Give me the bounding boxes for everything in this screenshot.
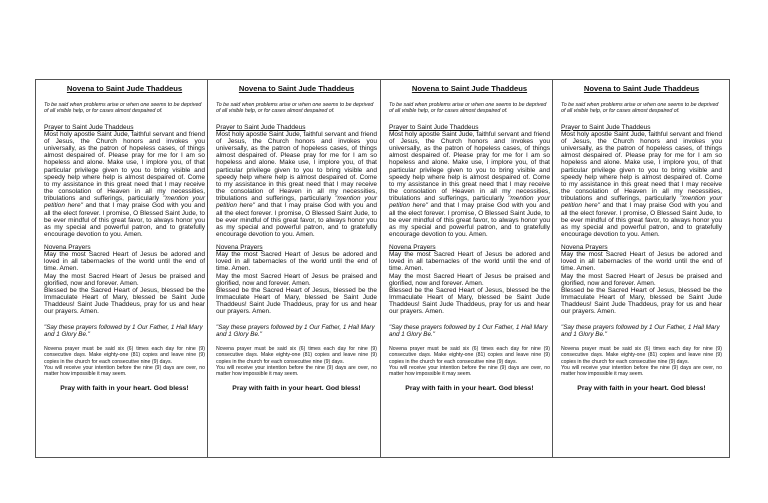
card-intro: To be said when problems arise or when one seems to be deprived of all visible help, or for cases almost despaired of. bbox=[44, 102, 202, 115]
closing-blessing: Pray with faith in your heart. God bless! bbox=[577, 385, 706, 393]
prayer-part-2: and that I may praise God with you and all the elect forever. I promise, O Blessed Saint Jude, to be ever mindful of this great favor, to always honor you as my special and powerful patron, and to gratefully encourage devotion to you. Amen. bbox=[389, 202, 550, 238]
instruction-line: Novena prayer must be said six (6) times each day for nine (9) consecutive days. Make eighty-one (81) copies and leave nine (9) copies in the church for each consecutive nine (9) days. bbox=[216, 345, 377, 365]
petition-placeholder: "mention your petition here" bbox=[561, 195, 722, 210]
instruction-line: You will receive your intention before the nine (9) days are over, no matter how impossible it may seem. bbox=[216, 364, 377, 378]
prayer-part-2: and that I may praise God with you and all the elect forever. I promise, O Blessed Saint Jude, to be ever mindful of this great favor, to always honor you as my special and powerful patron, and to gratefully encourage devotion to you. Amen. bbox=[216, 202, 377, 238]
novena-line: Blessed be the Sacred Heart of Jesus, blessed be the Immaculate Heart of Mary, blessed be Saint Jude Thaddeus! Saint Jude Thaddeus, pray for us and hear our prayers. Amen. bbox=[561, 286, 722, 316]
novena-heading: Novena Prayers bbox=[44, 244, 91, 252]
prayer-part-2: and that I may praise God with you and all the elect forever. I promise, O Blessed Saint Jude, to be ever mindful of this great favor, to always honor you as my special and powerful patron, and to gratefully encourage devotion to you. Amen. bbox=[44, 202, 205, 238]
instructions bbox=[216, 346, 377, 377]
instruction-line: You will receive your intention before the nine (9) days are over, no matter how impossible it may seem. bbox=[389, 364, 550, 378]
novena-line: May the most Sacred Heart of Jesus be praised and glorified, now and forever. Amen. bbox=[389, 272, 550, 287]
instructions bbox=[44, 346, 205, 377]
instruction-line: You will receive your intention before the nine (9) days are over, no matter how impossible it may seem. bbox=[561, 364, 722, 378]
closing-blessing: Pray with faith in your heart. God bless! bbox=[405, 385, 534, 393]
novena-text bbox=[561, 251, 722, 315]
card-intro: To be said when problems arise or when one seems to be deprived of all visible help, or for cases almost despaired of. bbox=[216, 102, 374, 115]
novena-line: May the most Sacred Heart of Jesus be adored and loved in all tabernacles of the world until the end of time. Amen. bbox=[389, 251, 550, 273]
instructions bbox=[389, 346, 550, 377]
petition-placeholder: "mention your petition here" bbox=[44, 195, 205, 210]
prayer-text bbox=[561, 131, 722, 238]
card-intro: To be said when problems arise or when one seems to be deprived of all visible help, or for cases almost despaired of. bbox=[389, 102, 547, 115]
prayer-heading: Prayer to Saint Jude Thaddeus bbox=[389, 123, 479, 131]
prayer-text bbox=[216, 131, 377, 238]
card-title: Novena to Saint Jude Thaddeus bbox=[583, 84, 700, 93]
novena-line: Blessed be the Sacred Heart of Jesus, blessed be the Immaculate Heart of Mary, blessed be Saint Jude Thaddeus! Saint Jude Thaddeus, pray for us and hear our prayers. Amen. bbox=[216, 286, 377, 316]
card-title: Novena to Saint Jude Thaddeus bbox=[66, 84, 183, 93]
prayer-part-1: Most holy apostle Saint Jude, faithful servant and friend of Jesus, the Church honors and invokes you universally, as the patron of hopeless cases, of things almost despaired of. Please pray for me for I am so hopeless and alone. Make use, I implore you, of that particular privilege given to you to bring visible and speedy help where help is almost despaired of. Come to my assistance in this great need that I may receive the consolation of Heaven in all my necessities, tribulations and sufferings, particularly bbox=[44, 130, 205, 203]
novena-text bbox=[216, 251, 377, 315]
prayer-part-1: Most holy apostle Saint Jude, faithful servant and friend of Jesus, the Church honors and invokes you universally, as the patron of hopeless cases, of things almost despaired of. Please pray for me for I am so hopeless and alone. Make use, I implore you, of that particular privilege given to you to bring visible and speedy help where help is almost despaired of. Come to my assistance in this great need that I may receive the consolation of Heaven in all my necessities, tribulations and sufferings, particularly bbox=[561, 130, 722, 203]
novena-line: May the most Sacred Heart of Jesus be praised and glorified, now and forever. Amen. bbox=[561, 272, 722, 287]
card-title: Novena to Saint Jude Thaddeus bbox=[238, 84, 355, 93]
instruction-line: You will receive your intention before the nine (9) days are over, no matter how impossible it may seem. bbox=[44, 364, 205, 378]
novena-line: Blessed be the Sacred Heart of Jesus, blessed be the Immaculate Heart of Mary, blessed be Saint Jude Thaddeus! Saint Jude Thaddeus, pray for us and hear our prayers. Amen. bbox=[389, 286, 550, 316]
instruction-line: Novena prayer must be said six (6) times each day for nine (9) consecutive days. Make eighty-one (81) copies and leave nine (9) copies in the church for each consecutive nine (9) days. bbox=[561, 345, 722, 365]
novena-line: May the most Sacred Heart of Jesus be adored and loved in all tabernacles of the world until the end of time. Amen. bbox=[216, 251, 377, 273]
closing-blessing: Pray with faith in your heart. God bless! bbox=[60, 385, 189, 393]
prayer-note: "Say these prayers followed by 1 Our Father, 1 Hail Mary and 1 Glory Be." bbox=[44, 323, 203, 338]
novena-text bbox=[44, 251, 205, 315]
card-intro: To be said when problems arise or when one seems to be deprived of all visible help, or for cases almost despaired of. bbox=[561, 102, 719, 115]
petition-placeholder: "mention your petition here" bbox=[389, 195, 550, 210]
prayer-heading: Prayer to Saint Jude Thaddeus bbox=[44, 123, 134, 131]
instruction-line: Novena prayer must be said six (6) times each day for nine (9) consecutive days. Make eighty-one (81) copies and leave nine (9) copies in the church for each consecutive nine (9) days. bbox=[44, 345, 205, 365]
prayer-text bbox=[44, 131, 205, 238]
prayer-heading: Prayer to Saint Jude Thaddeus bbox=[561, 123, 651, 131]
prayer-note: "Say these prayers followed by 1 Our Father, 1 Hail Mary and 1 Glory Be." bbox=[561, 323, 720, 338]
novena-line: May the most Sacred Heart of Jesus be adored and loved in all tabernacles of the world until the end of time. Amen. bbox=[561, 251, 722, 273]
prayer-note: "Say these prayers followed by 1 Our Father, 1 Hail Mary and 1 Glory Be." bbox=[216, 323, 375, 338]
prayer-card bbox=[35, 79, 213, 458]
novena-heading: Novena Prayers bbox=[216, 244, 263, 252]
prayer-part-2: and that I may praise God with you and all the elect forever. I promise, O Blessed Saint Jude, to be ever mindful of this great favor, to always honor you as my special and powerful patron, and to gratefully encourage devotion to you. Amen. bbox=[561, 202, 722, 238]
prayer-card bbox=[380, 79, 558, 458]
petition-placeholder: "mention your petition here" bbox=[216, 195, 377, 210]
prayer-text bbox=[389, 131, 550, 238]
novena-text bbox=[389, 251, 550, 315]
prayer-card bbox=[207, 79, 385, 458]
prayer-part-1: Most holy apostle Saint Jude, faithful servant and friend of Jesus, the Church honors and invokes you universally, as the patron of hopeless cases, of things almost despaired of. Please pray for me for I am so hopeless and alone. Make use, I implore you, of that particular privilege given to you to bring visible and speedy help where help is almost despaired of. Come to my assistance in this great need that I may receive the consolation of Heaven in all my necessities, tribulations and sufferings, particularly bbox=[216, 130, 377, 203]
novena-line: Blessed be the Sacred Heart of Jesus, blessed be the Immaculate Heart of Mary, blessed be Saint Jude Thaddeus! Saint Jude Thaddeus, pray for us and hear our prayers. Amen. bbox=[44, 286, 205, 316]
novena-heading: Novena Prayers bbox=[561, 244, 608, 252]
closing-blessing: Pray with faith in your heart. God bless! bbox=[232, 385, 361, 393]
prayer-part-1: Most holy apostle Saint Jude, faithful servant and friend of Jesus, the Church honors and invokes you universally, as the patron of hopeless cases, of things almost despaired of. Please pray for me for I am so hopeless and alone. Make use, I implore you, of that particular privilege given to you to bring visible and speedy help where help is almost despaired of. Come to my assistance in this great need that I may receive the consolation of Heaven in all my necessities, tribulations and sufferings, particularly bbox=[389, 130, 550, 203]
novena-line: May the most Sacred Heart of Jesus be adored and loved in all tabernacles of the world until the end of time. Amen. bbox=[44, 251, 205, 273]
novena-line: May the most Sacred Heart of Jesus be praised and glorified, now and forever. Amen. bbox=[44, 272, 205, 287]
card-title: Novena to Saint Jude Thaddeus bbox=[411, 84, 528, 93]
prayer-card bbox=[552, 79, 730, 458]
novena-line: May the most Sacred Heart of Jesus be praised and glorified, now and forever. Amen. bbox=[216, 272, 377, 287]
prayer-heading: Prayer to Saint Jude Thaddeus bbox=[216, 123, 306, 131]
instructions bbox=[561, 346, 722, 377]
instruction-line: Novena prayer must be said six (6) times each day for nine (9) consecutive days. Make eighty-one (81) copies and leave nine (9) copies in the church for each consecutive nine (9) days. bbox=[389, 345, 550, 365]
novena-heading: Novena Prayers bbox=[389, 244, 436, 252]
prayer-note: "Say these prayers followed by 1 Our Father, 1 Hail Mary and 1 Glory Be." bbox=[389, 323, 548, 338]
